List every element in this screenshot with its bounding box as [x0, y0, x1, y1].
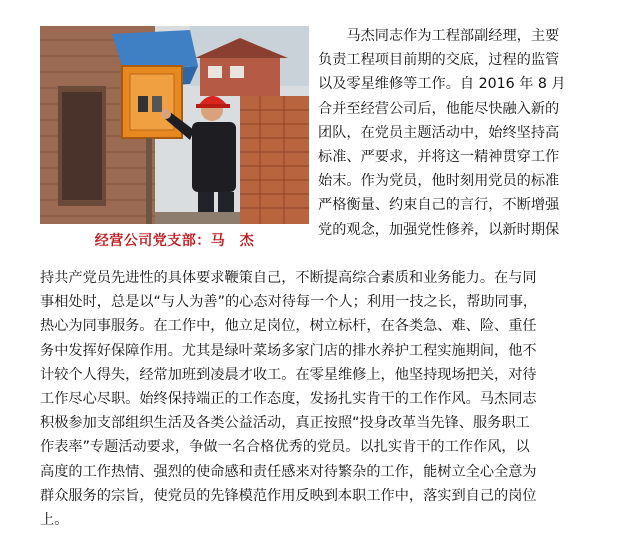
text-line: 党的观念，加强党性修养，以新时期保	[318, 221, 560, 238]
text-line: 计较个人得失，经常加班到凌晨才收工。在零星维修上，他坚持现场把关，对待	[40, 366, 537, 383]
text-line: 事相处时，总是以“与人为善”的心态对待每一个人；利用一技之长，帮助同事，	[40, 294, 538, 311]
text-line: 工作尽心尽职。始终保持端正的工作态度，发扬扎实肯干的工作作风。马杰同志	[40, 390, 537, 407]
text-line: 严格衡量、约束自己的言行，不断增强	[318, 197, 560, 214]
photo-block	[40, 26, 309, 250]
text-line: 积极参加支部组织生活及各类公益活动，真正按照“投身改革当先锋、服务职工	[40, 415, 530, 432]
text-line: 以及零星维修等工作。自 2016 年 8 月	[318, 76, 566, 93]
article-text-full	[40, 266, 602, 532]
text-line: 马杰同志作为工程部副经理，主要	[318, 28, 560, 44]
text-line: 上。	[40, 511, 69, 528]
text-line: 负责工程项目前期的交底，过程的监管	[318, 52, 560, 69]
text-line: 合并至经营公司后，他能尽快融入新的	[318, 100, 560, 117]
text-line: 始末。作为党员，他时刻用党员的标准	[318, 173, 560, 190]
worker-photo	[40, 26, 309, 224]
text-line: 作表率”专题活动要求，争做一名合格优秀的党员。以扎实肯干的工作作风，以	[40, 439, 530, 456]
worker-photo-illustration	[40, 26, 309, 224]
text-line: 务中发挥好保障作用。尤其是绿叶菜场多家门店的排水养护工程实施期间，他不	[40, 342, 537, 359]
text-line: 标准、严要求，并将这一精神贯穿工作	[318, 148, 560, 165]
article-text-right	[318, 24, 598, 242]
photo-caption: 经营公司党支部：马 杰	[94, 233, 255, 249]
text-line: 热心为同事服务。在工作中，他立足岗位，树立标杆，在各类急、难、险、重任	[40, 318, 537, 335]
text-line: 团队，在党员主题活动中，始终坚持高	[318, 124, 560, 141]
text-line: 持共产党员先进性的具体要求鞭策自己，不断提高综合素质和业务能力。在与同	[40, 270, 537, 286]
text-line: 群众服务的宗旨，使党员的先锋模范作用反映到本职工作中，落实到自己的岗位	[40, 487, 537, 504]
text-line: 高度的工作热情、强烈的使命感和责任感来对待繁杂的工作，能树立全心全意为	[40, 463, 537, 480]
